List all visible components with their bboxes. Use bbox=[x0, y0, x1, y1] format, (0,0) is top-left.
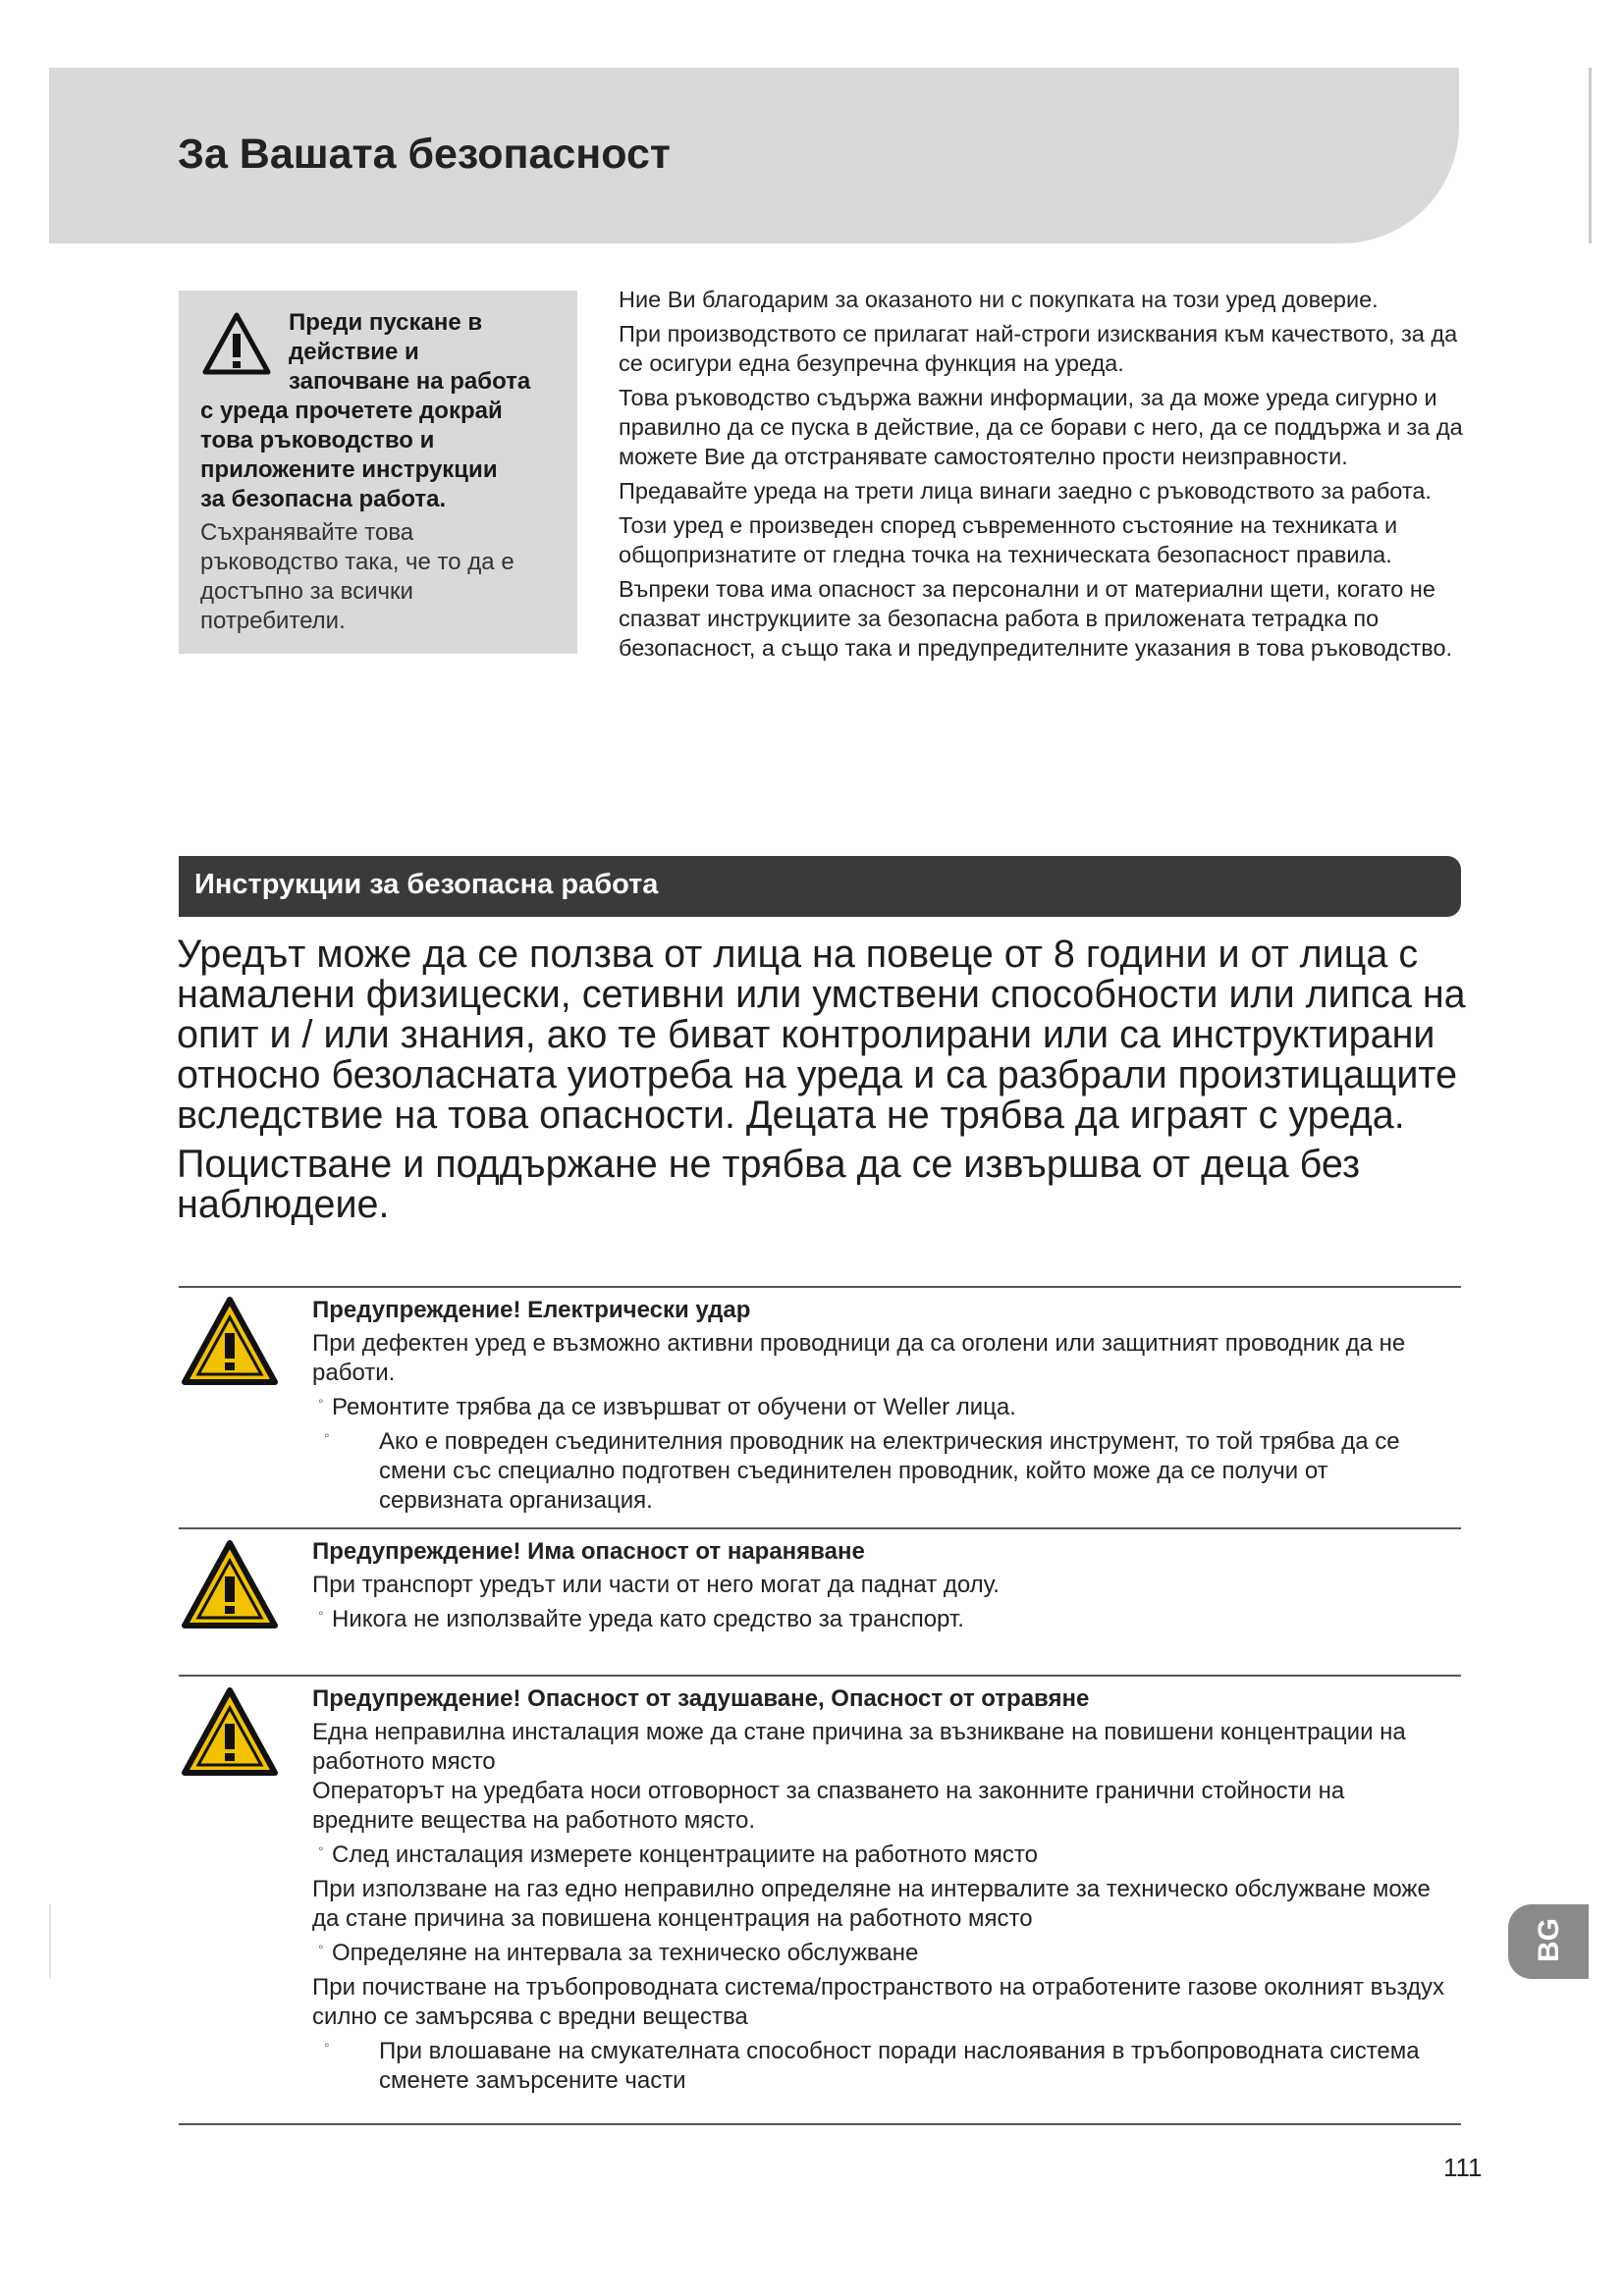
warning-suffocation-poisoning bbox=[179, 1675, 1461, 2124]
warning-subitem: ° Ако е повреден съединителния проводник на електрическия инструмент, то той трябва да се смени със специално подготвен съединителен проводник, който може да се получи от сервизната организация. bbox=[312, 1427, 1451, 1516]
warning-text: При почистване на тръбопроводната система/пространството на отработените газове околният въздух силно се замърсява с вредни вещества bbox=[312, 1974, 1445, 2030]
bullet-icon: ° bbox=[318, 1396, 324, 1412]
language-tab bbox=[1508, 1904, 1589, 1979]
warning-electric-shock bbox=[179, 1286, 1461, 1527]
language-label: BG bbox=[1533, 1918, 1565, 1962]
edge-line bbox=[49, 1904, 51, 1978]
intro-paragraph: При производството се прилагат най-строги изисквания към качеството, за да се осигури една безупречна функция на уреда. bbox=[619, 321, 1458, 376]
section-header bbox=[179, 856, 1461, 917]
intro-paragraph: Този уред е произведен според съвременното състояние на техниката и общопризнатите от гледна точка на техническата безопасност правила. bbox=[619, 512, 1398, 567]
notice-line-2: действие и bbox=[289, 339, 419, 365]
edge-line bbox=[1589, 68, 1592, 243]
warning-text: Операторът на уредбата носи отговорност за спазването на законните гранични стойности на вредните вещества на работното място. bbox=[312, 1778, 1345, 1834]
divider bbox=[179, 2123, 1461, 2125]
large-paragraph: Уредът може да се ползва от лица на повеце от 8 години и от лица с намалени физицески, сетивни или умствени способности или липса на опит и / или знания, ако те биват контролирани или са инструктирани относно безоласната уиотреба на уреда и са разбрали произтицащите вследствие на това опасности. Децата не трябва да играят с уреда. bbox=[177, 933, 1466, 1137]
bullet-icon: ° bbox=[318, 1608, 324, 1624]
intro-paragraph: Това ръководство съдържа важни информации, за да може уреда сигурно и правилно да се пуска в действие, да се борави с него, да се поддържа и за да можете Вие да отстранявате самостоятелно прости неизправности. bbox=[619, 385, 1463, 469]
warning-subitem: ° След инсталация измерете концентрациите на работното място bbox=[312, 1841, 1451, 1870]
notice-line-6: приложените инструкции bbox=[200, 456, 498, 483]
bullet-icon: ° bbox=[324, 1430, 330, 1446]
warning-text: При използване на газ едно неправилно определяне на интервалите за техническо обслужване може да стане причина за повишена концентрация на работното място bbox=[312, 1876, 1431, 1932]
warning-text: При транспорт уредът или части от него могат да паднат долу. bbox=[312, 1572, 1000, 1598]
bullet-icon: ° bbox=[324, 2040, 330, 2056]
warning-title: Предупреждение! Опасност от задушаване, Опасност от отравяне bbox=[312, 1685, 1090, 1712]
warning-triangle-icon bbox=[181, 1539, 279, 1629]
bullet-icon: ° bbox=[318, 1942, 324, 1957]
header-band bbox=[49, 68, 1459, 243]
notice-box bbox=[179, 291, 577, 654]
warning-subitem: ° Ремонтите трябва да се извършват от обучени от Weller лица. bbox=[312, 1393, 1451, 1422]
notice-line-7: за безопасна работа. bbox=[200, 486, 447, 512]
notice-text: Съхранявайте това ръководство така, че то да е достъпно за всички потребители. bbox=[200, 519, 514, 634]
notice-line-1: Преди пускане в bbox=[289, 309, 483, 336]
warning-text: Една неправилна инсталация може да стане причина за възникване на повишени концентрации на работното място bbox=[312, 1719, 1406, 1775]
notice-line-5: това ръководство и bbox=[200, 427, 435, 454]
warning-text: При дефектен уред е възможно активни проводници да са оголени или защитният проводник да не работи. bbox=[312, 1330, 1406, 1386]
page-number: 111 bbox=[1443, 2153, 1483, 2182]
bullet-icon: ° bbox=[318, 1843, 324, 1859]
large-paragraph: Поцистване и поддържане не трябва да се извършва от деца без наблюдеие. bbox=[177, 1143, 1361, 1226]
warning-subitem: ° Никога не използвайте уреда като средство за транспорт. bbox=[312, 1605, 1451, 1634]
page-title: За Вашата безопасност bbox=[178, 131, 671, 178]
warning-subitem: ° Определяне на интервала за техническо обслужване bbox=[312, 1939, 1451, 1968]
intro-text bbox=[619, 285, 1463, 667]
warning-triangle-icon bbox=[202, 312, 271, 375]
warning-injury bbox=[179, 1527, 1461, 1675]
intro-paragraph: Въпреки това има опасност за персонални и от материални щети, когато не спазват инструкциите за безопасна работа в приложената тетрадка по безопасност, а също така и предупредителните указания в това ръководство. bbox=[619, 576, 1453, 661]
warning-triangle-icon bbox=[181, 1686, 279, 1777]
warning-title: Предупреждение! Електрически удар bbox=[312, 1297, 751, 1323]
warning-subitem: ° При влошаване на смукателната способност поради наслоявания в тръбопроводната система сменете замърсените части bbox=[312, 2037, 1451, 2096]
intro-paragraph: Предавайте уреда на трети лица винаги заедно с ръководството за работа. bbox=[619, 478, 1432, 504]
intro-paragraph: Ние Ви благодарим за оказаното ни с покупката на този уред доверие. bbox=[619, 287, 1379, 312]
notice-line-4: с уреда прочетете докрай bbox=[200, 398, 503, 424]
notice-line-3: започване на работа bbox=[289, 368, 531, 395]
section-title: Инструкции за безопасна работа bbox=[194, 869, 659, 900]
warning-title: Предупреждение! Има опасност от нараняване bbox=[312, 1538, 865, 1565]
warning-triangle-icon bbox=[181, 1296, 279, 1386]
large-safety-text bbox=[177, 934, 1473, 1234]
